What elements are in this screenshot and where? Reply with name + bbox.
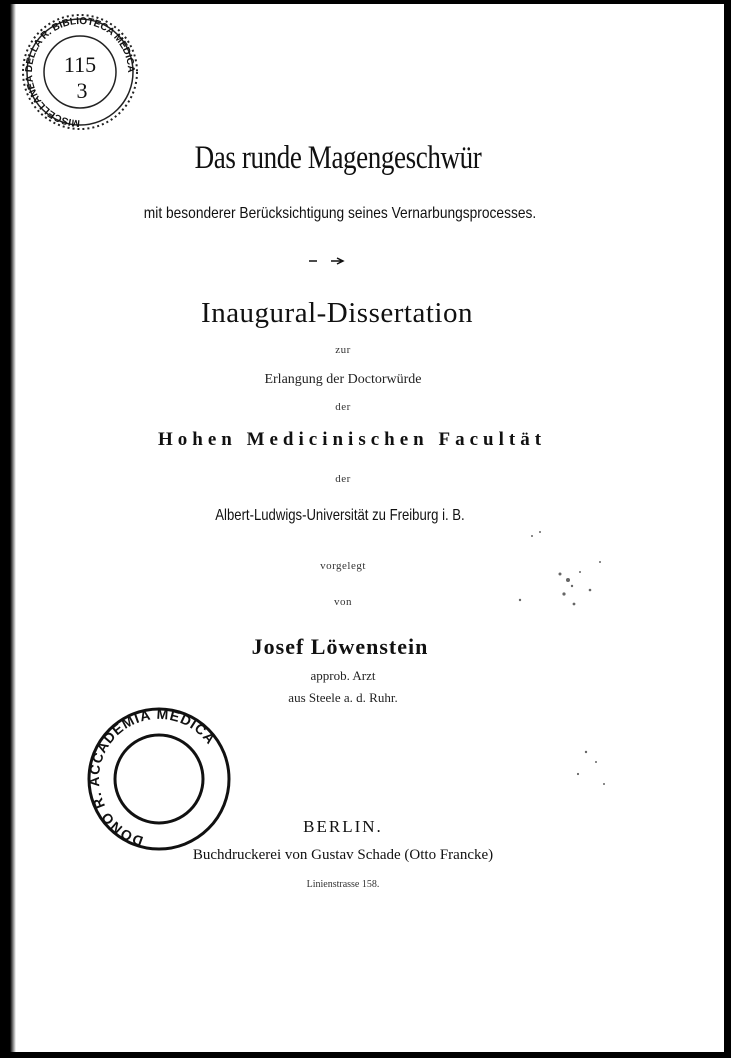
vorgelegt-text: vorgelegt — [320, 560, 366, 572]
erlangung-text: Erlangung der Doctorwürde — [264, 372, 422, 387]
author-title: approb. Arzt — [310, 668, 376, 683]
donation-stamp-ring: DONO R. ACCADEMIA MEDICA — [85, 705, 220, 850]
publication-city: BERLIN. — [303, 817, 383, 836]
document-page — [10, 4, 724, 1052]
printer-address: Linienstrasse 158. — [306, 879, 380, 890]
author-name: Josef Löwenstein — [251, 634, 429, 659]
library-stamp — [20, 12, 140, 136]
ornament-divider — [307, 255, 357, 267]
der-text-1: der — [335, 401, 351, 413]
der-text-2: der — [335, 473, 351, 485]
title: Das runde Magengeschwür — [194, 140, 482, 176]
author-origin: aus Steele a. d. Ruhr. — [288, 690, 398, 705]
zur-text: zur — [335, 344, 351, 356]
stamp-number-2: 3 — [76, 78, 88, 103]
subtitle: mit besonderer Berücksichtigung seines Vernarbungsprocesses. — [143, 205, 537, 222]
stamp-number-1: 115 — [63, 52, 97, 77]
von-text: von — [334, 596, 352, 608]
document-type: Inaugural-Dissertation — [201, 297, 473, 329]
paper-specks — [500, 524, 650, 824]
library-stamp-ring: MISCELLANEA DELLA R. BIBLIOTECA MEDICA — [23, 15, 137, 129]
university-name: Albert-Ludwigs-Universität zu Freiburg i. B. — [215, 507, 465, 524]
printer-name: Buchdruckerei von Gustav Schade (Otto Francke) — [192, 847, 494, 863]
faculty-name: Hohen Medicinischen Facultät — [157, 429, 547, 450]
